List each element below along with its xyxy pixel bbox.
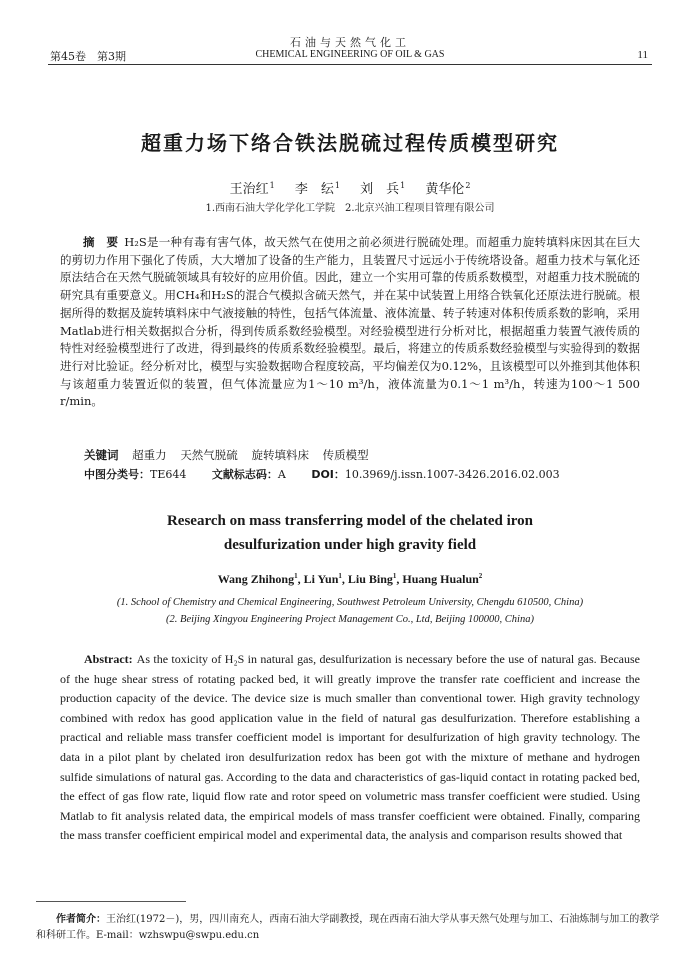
affiliations-cn: 1.西南石油大学化学化工学院 2.北京兴油工程项目管理有限公司 <box>205 203 495 214</box>
header-volume-issue: 第45卷 第3期 <box>50 50 126 63</box>
doi-value: 10.3969/j.issn.1007-3426.2016.02.003 <box>344 468 560 481</box>
keywords-label: 关键词 <box>84 448 119 462</box>
abstract-cn <box>60 234 640 411</box>
author-cn: 刘 兵$^1$ <box>360 180 406 197</box>
author-en: Huang Hualun$^2$ <box>402 572 483 586</box>
keyword: 传质模型 <box>322 448 369 462</box>
header-rule <box>48 64 652 65</box>
title-en-line: desulfurization under high gravity field <box>223 537 477 553</box>
header-journal-cn: 石油与天然气化工 <box>290 36 410 49</box>
author-en: Wang Zhihong$^1$ <box>217 572 298 586</box>
doi-label: DOI： <box>311 468 345 481</box>
keywords-cn <box>84 447 379 463</box>
paper-title-cn: 超重力场下络合铁法脱硫过程传质模型研究 <box>141 131 559 155</box>
author-cn: 王治红$^1$ <box>229 180 275 197</box>
clc-value: TE644 <box>150 468 187 481</box>
footnote-rule <box>36 901 186 902</box>
footnote-label: 作者简介： <box>56 914 106 925</box>
abstract-en-text: As the toxicity of H₂S in natural gas, desulfurization is necessary before the use of natural gas. Because of the huge shear stress of rotating packed bed, it will greatly improve the transfer rate coefficient and increase the production capacity of the device. The device size is much smaller than conventional tower. High gravity technology combined with redox has good application value in the field of natural gas desulfurization. Therefore establishing a practical and reliable mass transfer coefficient model is important for desulfurization of high gravity technology. The data in a pilot plant by chelated iron desulfurization redox has been got with the mixture of methane and hydrogen sulfide simulations of natural gas. According to the data and characteristics of gas-liquid contact in rotating packed bed, the effect of gas flow rate, liquid flow rate and rotor speed on volumetric mass transfer coefficient were studied. Using Matlab to fit analysis related data, the empirical models of mass transfer coefficient were obtained. Finally, comparing the mass transfer coefficient empirical model and experimental data, the analysis and comparison results showed that <box>60 652 640 843</box>
clc-label: 中图分类号： <box>84 468 150 481</box>
affiliations-en <box>0 594 700 628</box>
doc-code-label: 文献标志码： <box>211 468 278 481</box>
affiliation-en: (1. School of Chemistry and Chemical Engineering, Southwest Petroleum University, Chengdu 610500, China) <box>116 597 584 608</box>
abstract-en-label: Abstract: <box>84 652 133 666</box>
authors-cn <box>0 178 700 197</box>
keyword: 天然气脱硫 <box>180 448 238 462</box>
authors-en: Wang Zhihong$^1$, Li Yun$^1$, Liu Bing$^1$, Huang Hualun$^2$ <box>217 572 483 586</box>
footnote-text: 王治红(1972－)，男，四川南充人，西南石油大学副教授，现在西南石油大学从事天然气处理与加工、石油炼制与加工的教学和科研工作。E-mail：wzhswpu@swpu.edu.cn <box>36 914 660 941</box>
author-cn: 黄华伦$^2$ <box>425 180 471 197</box>
doc-code-value: A <box>277 468 286 481</box>
title-en-line: Research on mass transferring model of the chelated iron <box>166 513 534 529</box>
abstract-en <box>60 650 640 846</box>
author-footnote <box>36 912 664 944</box>
paper-title-en <box>0 509 700 557</box>
keyword: 超重力 <box>132 448 167 462</box>
author-en: Li Yun$^1$ <box>303 572 342 586</box>
keyword: 旋转填料床 <box>251 448 309 462</box>
abstract-cn-text: H₂S是一种有毒有害气体，故天然气在使用之前必须进行脱硫处理。而超重力旋转填料床因其在巨大的剪切力作用下强化了传质，大大增加了设备的生产能力，且装置尺寸远远小于传统塔设备。超重力技术与氧化还原法结合在天然气脱硫领域具有较好的应用价值。因此，建立一个实用可靠的传质系数模型，对超重力技术脱硫的研究具有重要意义。用CH₄和H₂S的混合气模拟含硫天然气，并在某中试装置上用络合铁氧化还原法进行脱硫。根据所得的数据及旋转填料床中气液接触的特性，包括气体流量、液体流量、转子转速对体积传质系数的影响，采用Matlab进行相关数据拟合分析，得到传质系数经验模型。对经验模型进行分析对比，根据超重力装置气液传质的特性对经验模型进行了改进，得到最终的传质系数经验模型。最后，将建立的传质系数经验模型与实验得到的数据进行对比验证。经分析对比，模型与实验数据吻合程度较高，平均偏差仅为0.12%，且该模型可以外推到其他体积与该超重力装置近似的装置，但气体流量应为1～10 m³/h，液体流量为0.1～1 m³/h，转速为100～1 500 r/min。 <box>60 235 640 409</box>
header-page-number: 11 <box>637 49 648 61</box>
abstract-cn-label: 摘 要 <box>83 235 119 249</box>
author-en: Liu Bing$^1$ <box>347 572 397 586</box>
author-cn: 李 纭$^1$ <box>294 180 340 197</box>
header-journal-en: CHEMICAL ENGINEERING OF OIL & GAS <box>255 49 445 60</box>
classification-row <box>84 466 560 482</box>
affiliation-en: (2. Beijing Xingyou Engineering Project Management Co., Ltd, Beijing 100000, China) <box>166 614 534 625</box>
